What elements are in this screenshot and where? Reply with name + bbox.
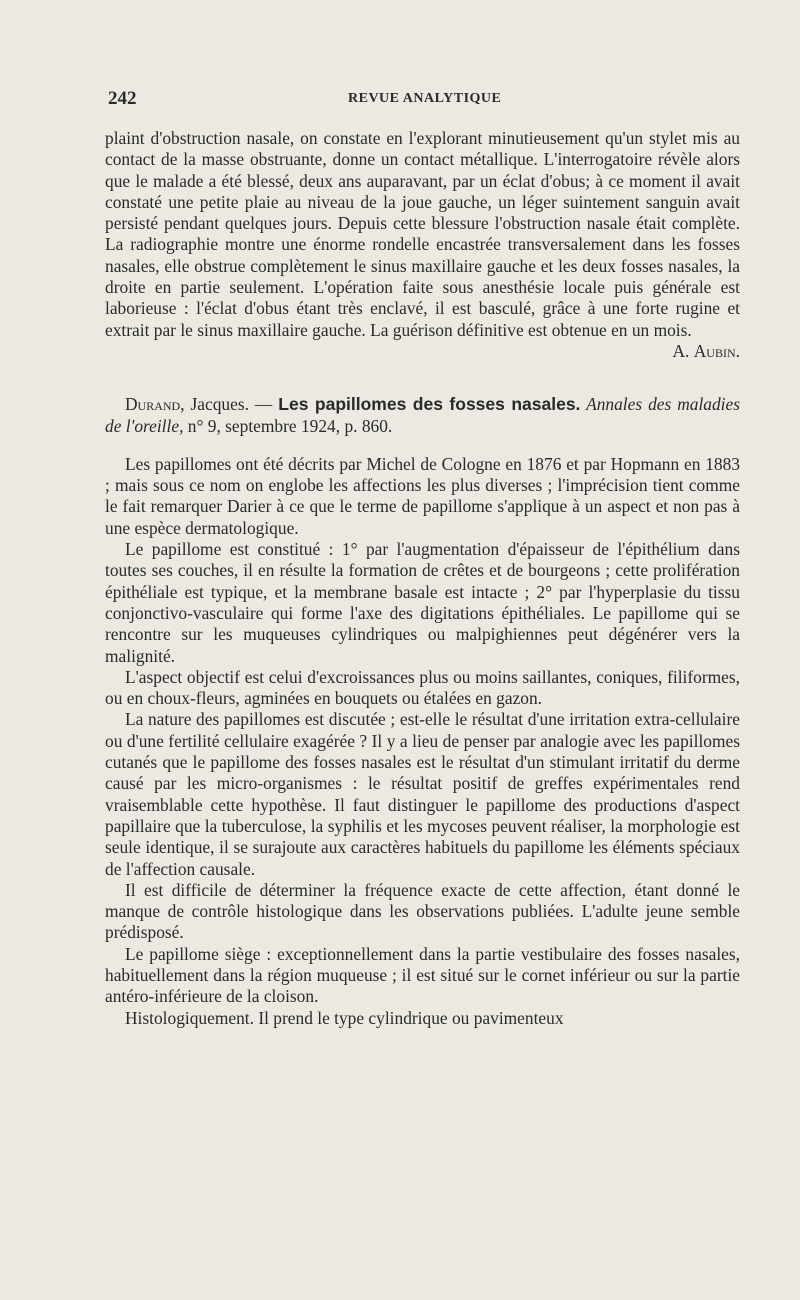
page-body — [105, 128, 740, 1029]
journal-name: Annales des maladies de l'oreille, — [105, 394, 741, 436]
running-head: REVUE ANALYTIQUE — [348, 91, 502, 106]
signature — [105, 341, 740, 362]
paragraph: Le papillome siège : exceptionnellement dans la partie vestibulaire des fosses nasales, habituellement dans la région muqueuse ; il est situé sur le cornet inférieur ou sur la partie antéro-inférieure de la cloison. — [105, 943, 740, 1007]
paragraph: L'aspect objectif est celui d'excroissances plus ou moins saillantes, coniques, filiformes, ou en choux-fleurs, agminées en bouquets ou étalées en gazon. — [105, 666, 740, 709]
article-title: Les papillomes des fosses nasales. — [278, 394, 581, 415]
paragraph: La nature des papillomes est discutée ; est-elle le résultat d'une irritation extra-cellulaire ou d'une fertilité cellulaire exagérée ? Il y a lieu de penser par analogie avec les papillomes cutanés que le papillome des fosses nasales est le résultat d'un stimulant irritatif du derme causé par les micro-organismes : le résultat positif de greffes expérimentales rend vraisemblable cette hypothèse. Il faut distinguer le papillome des productions d'aspect papillaire que la tuberculose, la syphilis et les mycoses peuvent réaliser, la morphologie est seule identique, il se surajoute aux caractères habituels du papillome les éléments spéciaux de l'affection causale. — [105, 709, 740, 879]
section-gap — [105, 362, 740, 394]
paragraph: Il est difficile de déterminer la fréquence exacte de cette affection, étant donné le manque de contrôle histologique dans les observations publiées. L'adulte jeune semble prédisposé. — [105, 879, 740, 943]
author-last-name: Durand, — [125, 394, 185, 415]
article-reference — [105, 394, 740, 437]
paragraph: Le papillome est constitué : 1° par l'augmentation d'épaisseur de l'épithélium dans toutes ses couches, il en résulte la formation de crêtes et de bourgeons ; cette prolifération épithéliale est typique, et la membrane basale est intacte ; 2° par l'hyperplasie du tissu conjonctivo-vasculaire qui forme l'axe des digitations épithéliales. Le papillome qui se rencontre sur les muqueuses cylindriques ou malpighiennes peut dégénérer vers la malignité. — [105, 539, 740, 666]
paragraph: Histologiquement. Il prend le type cylindrique ou pavimenteux — [125, 1007, 564, 1028]
signature-initial: A. — [672, 340, 690, 361]
signature-name: Aubin. — [693, 340, 740, 361]
author-first-name: Jacques. — — [184, 394, 279, 415]
paragraph: Les papillomes ont été décrits par Michel de Cologne en 1876 et par Hopmann en 1883 ; mais sous ce nom on englobe les affections les plus diverses ; l'imprécision tient comme le fait remarquer Darier à ce que le terme de papillome s'applique à un aspect et non pas à une espèce dermatologique. — [105, 453, 740, 538]
page-number: 242 — [108, 88, 137, 109]
first-article-continuation: plaint d'obstruction nasale, on constate en l'explorant minutieusement qu'un stylet mis au contact de la masse obstruante, donne un contact métallique. L'interrogatoire révèle alors que le malade a été blessé, deux ans auparavant, par un éclat d'obus; à ce moment il avait constaté une petite plaie au niveau de la joue gauche, un léger suintement sanguin avait persisté pendant quelques jours. Depuis cette blessure l'obstruction nasale était complète. La radiographie montre une énorme rondelle encastrée transversalement dans les fosses nasales, elle obstrue complètement le sinus maxillaire gauche et les deux fosses nasales, la droite en partie seulement. L'opération faite sous anesthésie locale puis générale est laborieuse : l'éclat d'obus étant très enclavé, il est basculé, grâce à une forte rugine et extrait par le sinus maxillaire gauche. La guérison définitive est obtenue en un mois. — [105, 128, 740, 340]
page-header — [108, 88, 738, 114]
citation-details: n° 9, septembre 1924, p. 860. — [183, 415, 393, 436]
